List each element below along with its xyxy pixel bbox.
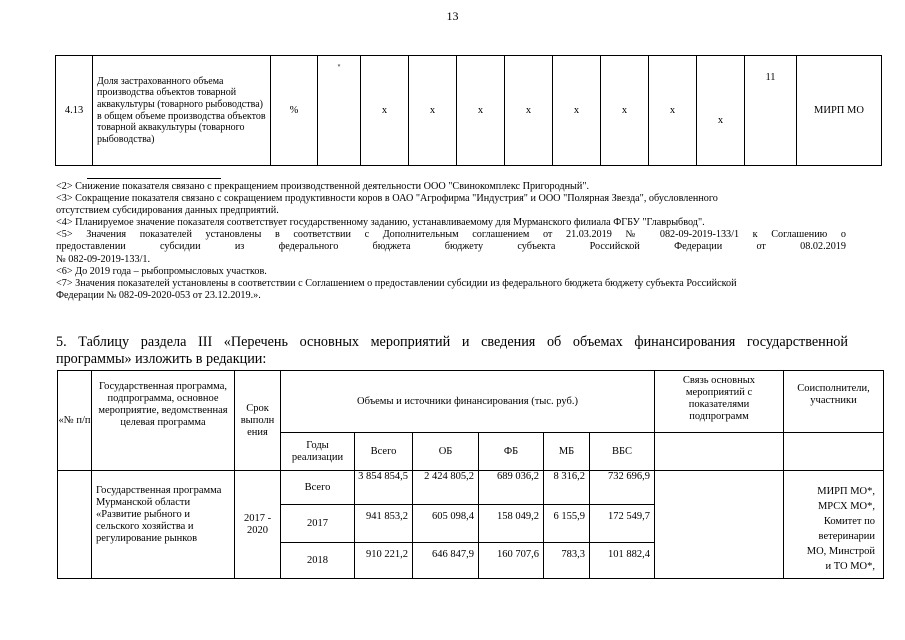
executor-line: МО, Минстрой (806, 546, 875, 557)
mb-cell: 6 155,9 (544, 505, 590, 543)
footnote-2: <2> Снижение показателя связано с прекращением производственной деятельности ООО "Свинокомплекс Пригородный". (56, 181, 590, 192)
header-ob: ОБ (413, 433, 479, 471)
page-number: 13 (446, 9, 459, 23)
year-cell: 2018 (281, 543, 355, 579)
footnote-3-cont: отсутствием субсидирования данных предприятий. (56, 205, 279, 217)
header-financing: Объемы и источники финансирования (тыс. руб.) (281, 371, 655, 433)
executor-cell: МИРП МО (797, 56, 882, 166)
vbs-cell: 172 549,7 (590, 505, 655, 543)
value-cell: x (697, 56, 745, 166)
footnote-5-end: № 082-09-2019-133/1. (56, 253, 151, 265)
value-cell: x (601, 56, 649, 166)
executor-line: и ТО МО*, (825, 561, 875, 572)
program-name-cell: Государственная программа Мурманской области «Развитие рыбного и сельского хозяйства и регулирование рынков (92, 471, 235, 579)
footnote-3: <3> Сокращение показателя связано с сокращением продуктивности коров в ОАО "Агрофирма "Индустрия" и ООО "Полярная Звезда", обусловленного (56, 193, 718, 205)
superscript-value-cell: 11 (745, 56, 797, 166)
footnote-4: <4> Планируемое значение показателя соответствует государственному заданию, устанавливаемому для Мурманского филиала ФГБУ "Главрыбвод". (56, 217, 705, 229)
indicator-table (55, 55, 882, 166)
executors-empty (784, 433, 884, 471)
executor-line: ветеринарии (818, 531, 875, 542)
year-cell: Всего (281, 471, 355, 505)
value-cell: x (649, 56, 697, 166)
indicator-description: Доля застрахованного объема производства объектов товарной аквакультуры (товарного рыбоводства) в общем объеме производства объектов товарной аквакультуры (товарного рыбоводства) (93, 56, 271, 166)
header-total: Всего (355, 433, 413, 471)
header-num: «№ п/п (58, 371, 92, 471)
header-link: Связь основных мероприятий с показателями подпрограмм (655, 371, 784, 433)
section-title-line-1: 5. Таблицу раздела III «Перечень основных мероприятий и сведения об объемах финансирования государственной (56, 334, 848, 350)
footnote-6: <6> До 2019 года – рыбопромысловых участков. (56, 265, 267, 277)
total-cell: 941 853,2 (355, 505, 413, 543)
total-cell: 3 854 854,5 (355, 471, 413, 505)
value-cell: x (553, 56, 601, 166)
link-cell (655, 471, 784, 579)
header-program: Государственная программа, подпрограмма, основное мероприятие, ведомственная целевая программа (92, 371, 235, 471)
value-cell: x (457, 56, 505, 166)
vbs-cell: 732 696,9 (590, 471, 655, 505)
executor-line: МРСХ МО*, (817, 501, 875, 512)
unit-cell: % (271, 56, 318, 166)
value-cell: x (505, 56, 553, 166)
fb-cell: 160 707,6 (479, 543, 544, 579)
table-row (56, 56, 882, 166)
footnote-divider (87, 178, 221, 179)
footnote-5-cont: предоставлении субсидии из федерального бюджета бюджету субъекта Российской Федерации от 08.02.2019 (56, 241, 846, 253)
year-cell: 2017 (281, 505, 355, 543)
fb-cell: 689 036,2 (479, 471, 544, 505)
footnote-5: <5> Значения показателей установлены в соответствии с Дополнительным соглашением от 21.03.2019 № 082-09-2019-133/1 к Соглашению о (56, 229, 846, 241)
header-mb: МБ (544, 433, 590, 471)
total-cell: 910 221,2 (355, 543, 413, 579)
term-cell: 2017 - 2020 (235, 471, 281, 579)
link-empty (655, 433, 784, 471)
mb-cell: 783,3 (544, 543, 590, 579)
header-fb: ФБ (479, 433, 544, 471)
header-row (58, 371, 884, 433)
value-cell: x (409, 56, 457, 166)
footnotes (56, 181, 846, 302)
executor-line: Комитет по (823, 516, 875, 527)
value-cell: x (361, 56, 409, 166)
fb-cell: 158 049,2 (479, 505, 544, 543)
mb-cell: 8 316,2 (544, 471, 590, 505)
header-term: Срок выполн ения (235, 371, 281, 471)
section-title-line-2: программы» изложить в редакции: (56, 351, 267, 367)
footnote-7-cont: Федерации № 082-09-2020-053 от 23.12.2019.». (56, 289, 261, 301)
header-executors: Соисполнители, участники (784, 371, 884, 433)
ob-cell: 605 098,4 (413, 505, 479, 543)
executors-cell (784, 471, 884, 579)
financing-table (57, 370, 884, 579)
row-number: 4.13 (56, 56, 93, 166)
mark-cell: " (318, 56, 361, 166)
executor-line: МИРП МО*, (817, 486, 875, 497)
ob-cell: 646 847,9 (413, 543, 479, 579)
program-num-cell (58, 471, 92, 579)
table-row (58, 471, 884, 505)
footnote-7: <7> Значения показателей установлены в соответствии с Соглашением о предоставлении субсидии из федерального бюджета бюджету субъекта Российской (56, 277, 737, 289)
header-vbs: ВБС (590, 433, 655, 471)
header-years: Годы реализации (281, 433, 355, 471)
ob-cell: 2 424 805,2 (413, 471, 479, 505)
section-title (56, 334, 848, 368)
vbs-cell: 101 882,4 (590, 543, 655, 579)
